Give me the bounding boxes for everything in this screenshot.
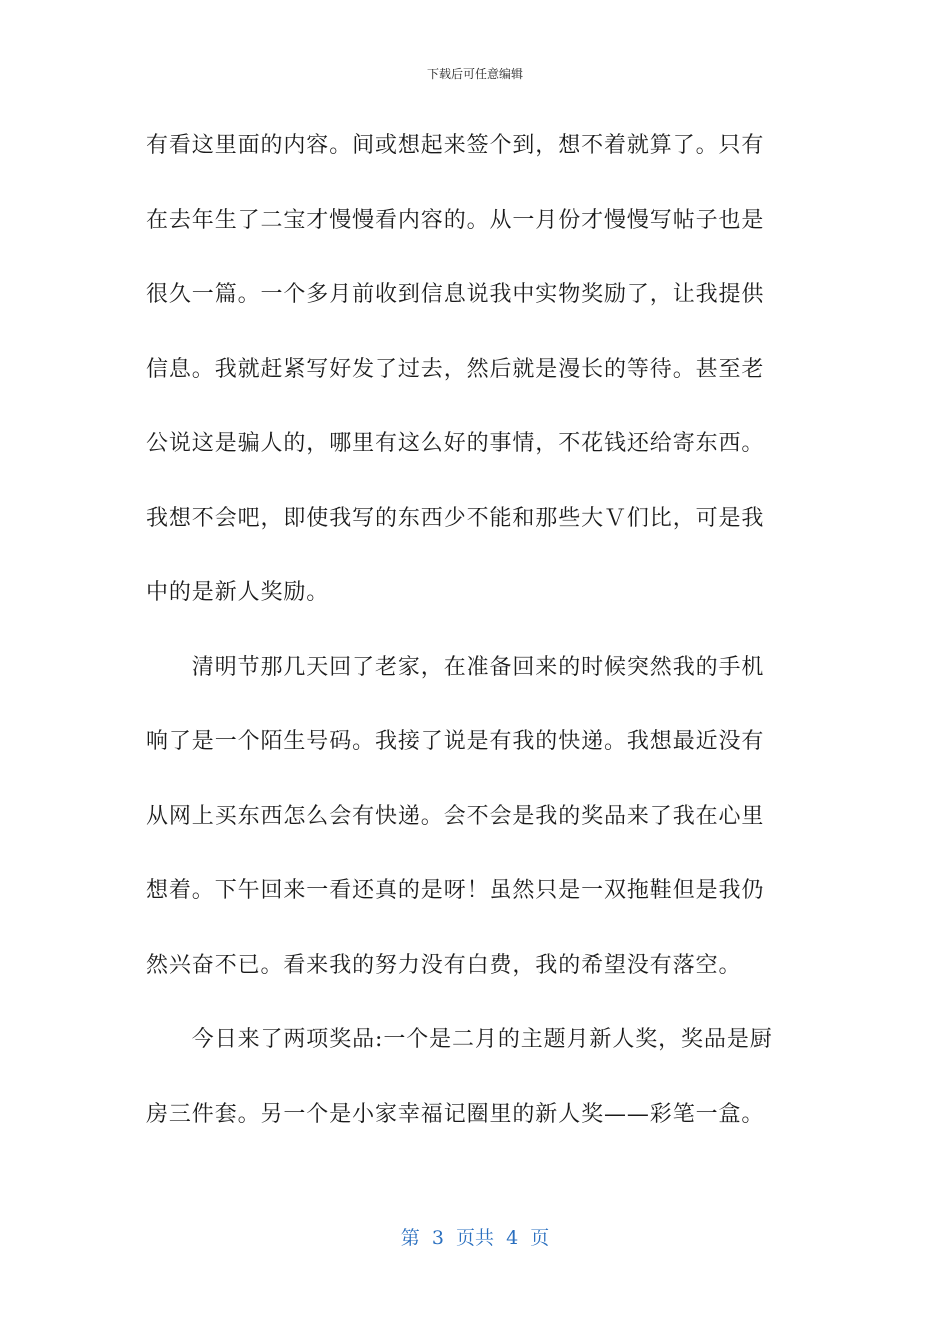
body-line: 有看这里面的内容。间或想起来签个到，想不着就算了。只有 [146,133,765,158]
body-line: 响了是一个陌生号码。我接了说是有我的快递。我想最近没有 [146,729,765,754]
body-line: 信息。我就赶紧写好发了过去，然后就是漫长的等待。甚至老 [146,356,765,382]
body-line: 然兴奋不已。看来我的努力没有白费，我的希望没有落空。 [146,952,742,978]
body-line: 我想不会吧，即使我写的东西少不能和那些大Ｖ们比，可是我 [146,505,765,531]
body-line: 房三件套。另一个是小家幸福记圈里的新人奖——彩笔一盒。 [146,1101,765,1127]
page-header: 下载后可任意编辑 [426,67,523,81]
body-line: 今日来了两项奖品:一个是二月的主题月新人奖，奖品是厨 [146,1027,773,1052]
body-line: 公说这是骗人的，哪里有这么好的事情，不花钱还给寄东西。 [146,431,765,456]
page-number-footer: 第 3 页共 4 页 [400,1227,550,1249]
body-text [146,123,806,1166]
body-line: 清明节那几天回了老家，在准备回来的时候突然我的手机 [146,654,765,680]
body-line: 中的是新人奖励。 [146,580,330,605]
body-line: 很久一篇。一个多月前收到信息说我中实物奖励了，让我提供 [146,282,765,307]
body-line: 在去年生了二宝才慢慢看内容的。从一月份才慢慢写帖子也是 [146,207,765,233]
body-line: 想着。下午回来一看还真的是呀！虽然只是一双拖鞋但是我仍 [146,878,765,903]
body-line: 从网上买东西怎么会有快递。会不会是我的奖品来了我在心里 [146,803,765,829]
